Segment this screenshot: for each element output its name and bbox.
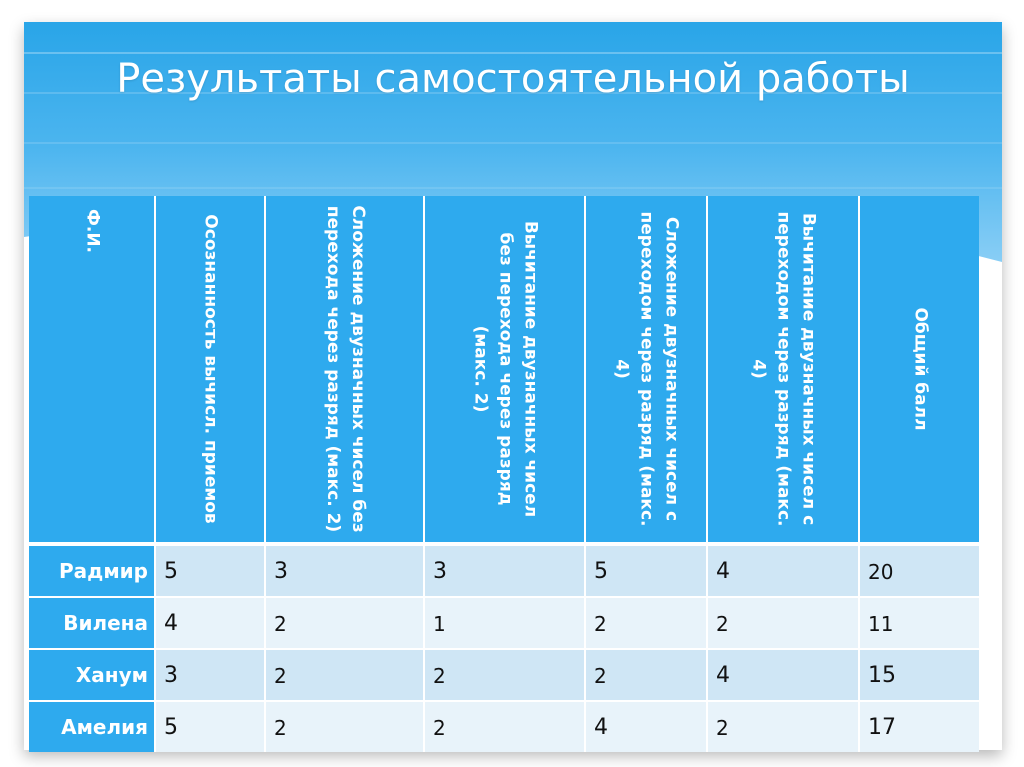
- score-cell: 2: [423, 650, 584, 700]
- header-label: Сложение двузначных чисел без перехода через разряд (макс. 2): [322, 205, 368, 533]
- score-cell: 2: [706, 702, 858, 752]
- header-awareness: [154, 196, 264, 542]
- score-cell: 3: [264, 546, 423, 596]
- student-name: Радмир: [29, 546, 154, 596]
- student-name: Ханум: [29, 650, 154, 700]
- header-label: Сложение двузначных чисел с переходом через разряд (макс. 4): [611, 211, 682, 527]
- table-row: [29, 650, 979, 700]
- header-label: Осознанность вычисл. приемов: [200, 214, 221, 524]
- table-row: [29, 702, 979, 752]
- score-cell: 5: [584, 546, 706, 596]
- header-sub-carry: [706, 196, 858, 542]
- table-row: [29, 546, 979, 596]
- header-total: [858, 196, 979, 542]
- total-cell: 11: [858, 598, 979, 648]
- table-row: [29, 598, 979, 648]
- score-cell: 4: [584, 702, 706, 752]
- score-cell: 5: [154, 702, 264, 752]
- score-cell: 3: [154, 650, 264, 700]
- score-cell: 1: [423, 598, 584, 648]
- header-label: Вычитание двузначных чисел без перехода через разряд (макс. 2): [470, 220, 540, 518]
- score-cell: 5: [154, 546, 264, 596]
- header-sub-no-carry: [423, 196, 584, 542]
- score-cell: 2: [706, 598, 858, 648]
- total-cell: 20: [858, 546, 979, 596]
- score-cell: 4: [154, 598, 264, 648]
- header-label: Общий балл: [910, 307, 930, 431]
- score-cell: 3: [423, 546, 584, 596]
- score-cell: 2: [584, 598, 706, 648]
- score-cell: 2: [423, 702, 584, 752]
- student-name: Вилена: [29, 598, 154, 648]
- header-label: Ф.И.: [82, 209, 102, 254]
- header-add-carry: [584, 196, 706, 542]
- score-cell: 2: [584, 650, 706, 700]
- score-cell: 2: [264, 702, 423, 752]
- header-add-no-carry: [264, 196, 423, 542]
- score-cell: 2: [264, 650, 423, 700]
- results-table: [29, 196, 979, 746]
- total-cell: 17: [858, 702, 979, 752]
- header-fio: [29, 196, 154, 542]
- header-label: Вычитание двузначных чисел с переходом через разряд (макс. 4): [748, 211, 819, 527]
- score-cell: 2: [264, 598, 423, 648]
- slide-title: Результаты самостоятельной работы: [116, 56, 910, 102]
- score-cell: 4: [706, 546, 858, 596]
- score-cell: 4: [706, 650, 858, 700]
- student-name: Амелия: [29, 702, 154, 752]
- total-cell: 15: [858, 650, 979, 700]
